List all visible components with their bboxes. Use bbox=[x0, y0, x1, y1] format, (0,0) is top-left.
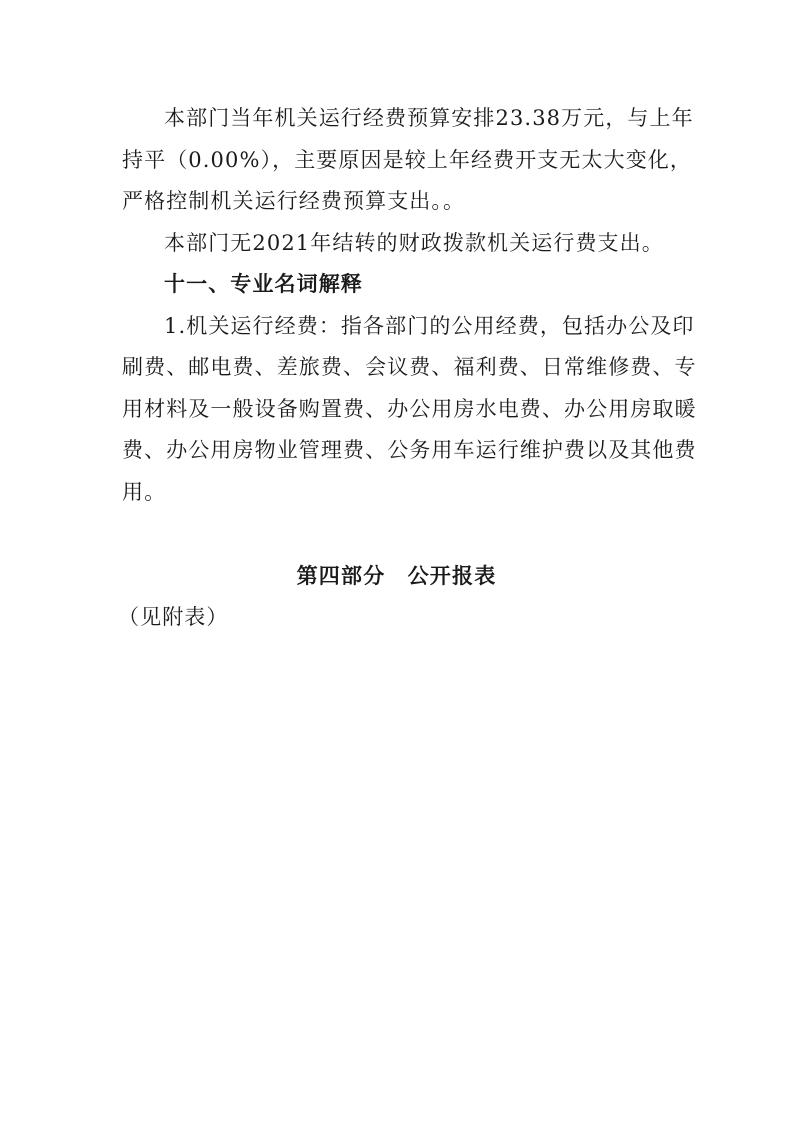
appendix-note: （见附表） bbox=[118, 605, 229, 629]
paragraph-budget-line-3: 严格控制机关运行经费预算支出。。 bbox=[122, 189, 466, 213]
term-definition-line-4: 费、办公用房物业管理费、公务用车运行维护费以及其他费 bbox=[122, 438, 697, 462]
paragraph-carryover: 本部门无2021年结转的财政拨款机关运行费支出。 bbox=[164, 231, 664, 255]
term-definition-line-5: 用。 bbox=[122, 480, 167, 504]
section-heading-terms: 十一、专业名词解释 bbox=[164, 271, 363, 296]
paragraph-budget-line-2: 持平（0.00%），主要原因是较上年经费开支无太大变化， bbox=[122, 148, 693, 172]
term-definition-line-3: 用材料及一般设备购置费、办公用房水电费、办公用房取暖 bbox=[122, 397, 697, 421]
part-four-title: 第四部分 公开报表 bbox=[296, 563, 497, 588]
paragraph-budget-line-1: 本部门当年机关运行经费预算安排23.38万元，与上年 bbox=[164, 106, 694, 130]
term-definition-line-1: 1.机关运行经费：指各部门的公用经费，包括办公及印 bbox=[164, 314, 695, 338]
term-definition-line-2: 刷费、邮电费、差旅费、会议费、福利费、日常维修费、专 bbox=[122, 355, 697, 379]
